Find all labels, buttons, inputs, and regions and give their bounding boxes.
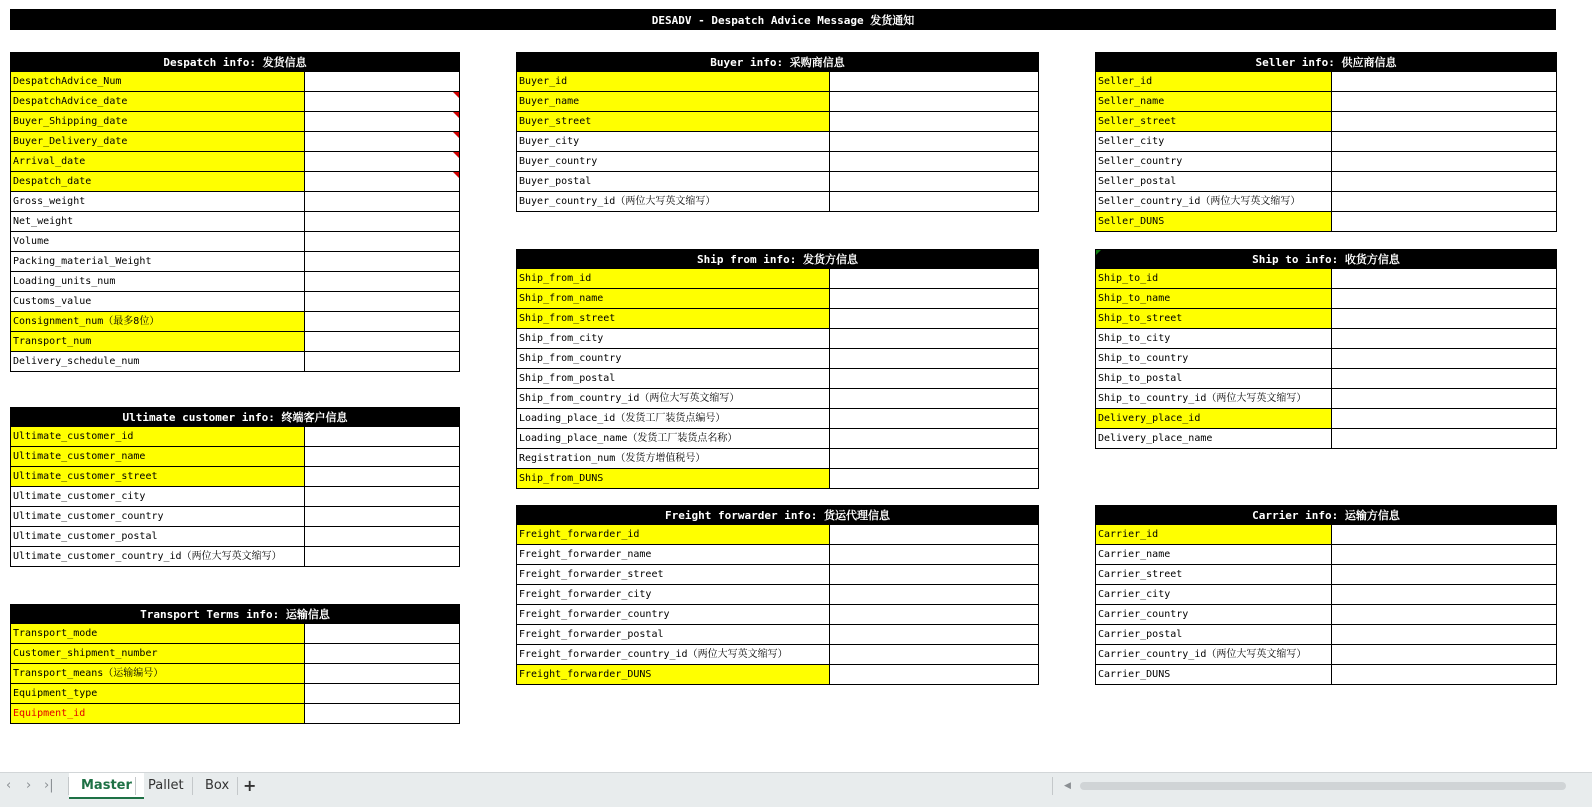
field-label[interactable]: Ship_from_postal [517, 369, 830, 388]
table-row [11, 151, 459, 171]
field-label[interactable]: Ship_to_country_id（两位大写英文缩写） [1096, 389, 1332, 408]
field-value-cell[interactable] [1332, 565, 1556, 584]
table-row [11, 663, 459, 683]
table-row [1096, 308, 1556, 328]
table-row [11, 351, 459, 371]
table-row [517, 348, 1038, 368]
field-label[interactable]: Net_weight [11, 212, 305, 231]
field-label[interactable]: Ultimate_customer_city [11, 487, 305, 506]
field-label[interactable]: Buyer_street [517, 112, 830, 131]
table-row [517, 624, 1038, 644]
carrier-info-table [1095, 505, 1557, 685]
field-label[interactable]: Ship_to_city [1096, 329, 1332, 348]
field-label[interactable]: Ultimate_customer_country [11, 507, 305, 526]
table-header: Ship from info: 发货方信息 [517, 250, 1038, 268]
field-value-cell[interactable] [1332, 409, 1556, 428]
tab-pallet[interactable]: Pallet [148, 778, 184, 793]
table-row [1096, 604, 1556, 624]
next-sheet-icon[interactable]: › [26, 778, 32, 793]
field-value-cell[interactable] [1332, 389, 1556, 408]
table-row [11, 703, 459, 723]
field-value-cell[interactable] [1332, 289, 1556, 308]
seller-info-table [1095, 52, 1557, 232]
field-value-cell[interactable] [830, 409, 1038, 428]
comment-indicator-icon[interactable] [453, 152, 459, 158]
table-row [11, 111, 459, 131]
field-label[interactable]: Packing_material_Weight [11, 252, 305, 271]
field-label[interactable]: Seller_country [1096, 152, 1332, 171]
field-value-cell[interactable] [305, 112, 459, 131]
field-label[interactable]: Delivery_place_id [1096, 409, 1332, 428]
field-value-cell[interactable] [830, 112, 1038, 131]
table-row [1096, 624, 1556, 644]
field-value-cell[interactable] [830, 309, 1038, 328]
field-value-cell[interactable] [830, 192, 1038, 211]
table-row [1096, 191, 1556, 211]
field-value-cell[interactable] [305, 252, 459, 271]
field-label[interactable]: Seller_street [1096, 112, 1332, 131]
field-label[interactable]: Volume [11, 232, 305, 251]
field-label[interactable]: Carrier_city [1096, 585, 1332, 604]
field-label[interactable]: Ship_from_city [517, 329, 830, 348]
comment-indicator-icon[interactable] [453, 112, 459, 118]
table-row [517, 524, 1038, 544]
field-value-cell[interactable] [1332, 72, 1556, 91]
table-row [1096, 328, 1556, 348]
field-label[interactable]: Equipment_id [11, 704, 305, 723]
field-value-cell[interactable] [305, 467, 459, 486]
field-value-cell[interactable] [830, 369, 1038, 388]
table-row [11, 211, 459, 231]
field-label[interactable]: Transport_num [11, 332, 305, 351]
field-value-cell[interactable] [830, 429, 1038, 448]
table-row [11, 486, 459, 506]
field-value-cell[interactable] [305, 427, 459, 446]
field-value-cell[interactable] [1332, 269, 1556, 288]
table-row [517, 388, 1038, 408]
table-row [11, 331, 459, 351]
field-label[interactable]: Loading_units_num [11, 272, 305, 291]
freight-forwarder-table [516, 505, 1039, 685]
field-value-cell[interactable] [830, 645, 1038, 664]
table-row [11, 91, 459, 111]
field-value-cell[interactable] [830, 349, 1038, 368]
field-value-cell[interactable] [830, 289, 1038, 308]
table-row [517, 468, 1038, 488]
field-label[interactable]: Ship_to_country [1096, 349, 1332, 368]
field-value-cell[interactable] [305, 152, 459, 171]
table-row [11, 446, 459, 466]
table-row [1096, 111, 1556, 131]
field-value-cell[interactable] [305, 704, 459, 723]
transport-terms-table [10, 604, 460, 724]
scroll-left-icon[interactable]: ◀ [1064, 781, 1071, 791]
field-value-cell[interactable] [305, 132, 459, 151]
table-header: Carrier info: 运输方信息 [1096, 506, 1556, 524]
table-row [517, 644, 1038, 664]
field-label[interactable]: Carrier_country [1096, 605, 1332, 624]
field-label[interactable]: Buyer_country [517, 152, 830, 171]
table-row [517, 171, 1038, 191]
field-value-cell[interactable] [1332, 525, 1556, 544]
field-label[interactable]: Seller_city [1096, 132, 1332, 151]
table-row [1096, 524, 1556, 544]
field-label[interactable]: Ship_from_country [517, 349, 830, 368]
field-label[interactable]: Transport_mode [11, 624, 305, 643]
table-row [1096, 664, 1556, 684]
field-value-cell[interactable] [1332, 665, 1556, 684]
field-value-cell[interactable] [305, 487, 459, 506]
field-label[interactable]: Buyer_Delivery_date [11, 132, 305, 151]
field-label[interactable]: Buyer_city [517, 132, 830, 151]
add-sheet-button[interactable]: + [243, 776, 257, 795]
field-value-cell[interactable] [830, 389, 1038, 408]
field-label[interactable]: Freight_forwarder_postal [517, 625, 830, 644]
table-row [1096, 211, 1556, 231]
field-value-cell[interactable] [830, 665, 1038, 684]
field-label[interactable]: Arrival_date [11, 152, 305, 171]
table-row [1096, 71, 1556, 91]
field-label[interactable]: Buyer_name [517, 92, 830, 111]
field-value-cell[interactable] [305, 352, 459, 371]
table-row [517, 111, 1038, 131]
field-value-cell[interactable] [830, 585, 1038, 604]
field-value-cell[interactable] [830, 545, 1038, 564]
table-row [11, 526, 459, 546]
table-row [517, 408, 1038, 428]
field-label[interactable]: Consignment_num（最多8位） [11, 312, 305, 331]
table-row [517, 191, 1038, 211]
table-row [517, 584, 1038, 604]
field-value-cell[interactable] [305, 92, 459, 111]
table-row [11, 191, 459, 211]
table-row [1096, 388, 1556, 408]
field-value-cell[interactable] [830, 605, 1038, 624]
field-value-cell[interactable] [305, 212, 459, 231]
field-label[interactable]: Carrier_country_id（两位大写英文缩写） [1096, 645, 1332, 664]
field-value-cell[interactable] [1332, 212, 1556, 231]
tab-master[interactable]: Master [69, 773, 144, 799]
field-label[interactable]: Seller_DUNS [1096, 212, 1332, 231]
field-label[interactable]: Carrier_street [1096, 565, 1332, 584]
field-label[interactable]: Ship_to_id [1096, 269, 1332, 288]
field-value-cell[interactable] [1332, 92, 1556, 111]
sheet-title: DESADV - Despatch Advice Message 发货通知 [10, 9, 1556, 30]
field-label[interactable]: Carrier_postal [1096, 625, 1332, 644]
table-row [517, 288, 1038, 308]
field-value-cell[interactable] [830, 565, 1038, 584]
table-row [517, 71, 1038, 91]
field-value-cell[interactable] [1332, 605, 1556, 624]
table-row [517, 544, 1038, 564]
field-value-cell[interactable] [830, 449, 1038, 468]
field-label[interactable]: Carrier_id [1096, 525, 1332, 544]
ship-to-info-table [1095, 249, 1557, 449]
field-label[interactable]: Ship_from_country_id（两位大写英文缩写） [517, 389, 830, 408]
field-label[interactable]: Seller_country_id（两位大写英文缩写） [1096, 192, 1332, 211]
field-value-cell[interactable] [1332, 132, 1556, 151]
field-value-cell[interactable] [830, 152, 1038, 171]
buyer-info-table [516, 52, 1039, 212]
field-label[interactable]: Buyer_id [517, 72, 830, 91]
field-value-cell[interactable] [830, 329, 1038, 348]
field-label[interactable]: Gross_weight [11, 192, 305, 211]
field-value-cell[interactable] [1332, 192, 1556, 211]
table-row [517, 564, 1038, 584]
table-header: Buyer info: 采购商信息 [517, 53, 1038, 71]
table-row [1096, 368, 1556, 388]
field-label[interactable]: Despatch_date [11, 172, 305, 191]
field-label[interactable]: Freight_forwarder_name [517, 545, 830, 564]
table-header: Transport Terms info: 运输信息 [11, 605, 459, 623]
comment-indicator-icon[interactable] [453, 132, 459, 138]
table-row [517, 268, 1038, 288]
field-label[interactable]: Seller_id [1096, 72, 1332, 91]
field-label[interactable]: Ultimate_customer_street [11, 467, 305, 486]
field-value-cell[interactable] [305, 232, 459, 251]
table-row [1096, 151, 1556, 171]
despatch-info-table [10, 52, 460, 372]
table-row [11, 426, 459, 446]
table-row [517, 448, 1038, 468]
field-label[interactable]: Ship_to_street [1096, 309, 1332, 328]
cell-indicator [1096, 250, 1101, 255]
field-value-cell[interactable] [305, 664, 459, 683]
table-row [1096, 584, 1556, 604]
tab-box[interactable]: Box [205, 778, 230, 793]
table-row [1096, 171, 1556, 191]
table-row [11, 643, 459, 663]
table-header: Ultimate customer info: 终端客户信息 [11, 408, 459, 426]
table-row [1096, 91, 1556, 111]
table-header: Freight forwarder info: 货运代理信息 [517, 506, 1038, 524]
field-value-cell[interactable] [1332, 309, 1556, 328]
table-row [517, 91, 1038, 111]
field-value-cell[interactable] [305, 172, 459, 191]
table-row [11, 71, 459, 91]
comment-indicator-icon[interactable] [453, 92, 459, 98]
field-value-cell[interactable] [305, 624, 459, 643]
table-header: Ship to info: 收货方信息 [1096, 250, 1556, 268]
field-label[interactable]: Ultimate_customer_country_id（两位大写英文缩写） [11, 547, 305, 566]
field-value-cell[interactable] [1332, 112, 1556, 131]
table-row [11, 271, 459, 291]
scroll-divider [1052, 777, 1053, 795]
table-row [11, 231, 459, 251]
table-row [517, 131, 1038, 151]
field-label[interactable]: Carrier_name [1096, 545, 1332, 564]
field-label[interactable]: Seller_postal [1096, 172, 1332, 191]
field-value-cell[interactable] [830, 172, 1038, 191]
field-label[interactable]: Ship_to_name [1096, 289, 1332, 308]
table-row [517, 151, 1038, 171]
table-row [517, 328, 1038, 348]
field-value-cell[interactable] [305, 72, 459, 91]
field-label[interactable]: Ultimate_customer_name [11, 447, 305, 466]
field-label[interactable]: Delivery_schedule_num [11, 352, 305, 371]
field-label[interactable]: Freight_forwarder_id [517, 525, 830, 544]
field-label[interactable]: Ship_to_postal [1096, 369, 1332, 388]
table-row [517, 428, 1038, 448]
field-value-cell[interactable] [305, 312, 459, 331]
field-label[interactable]: Carrier_DUNS [1096, 665, 1332, 684]
last-sheet-icon[interactable]: ›| [44, 778, 54, 793]
ship-from-info-table [516, 249, 1039, 489]
field-value-cell[interactable] [830, 625, 1038, 644]
table-header: Seller info: 供应商信息 [1096, 53, 1556, 71]
field-value-cell[interactable] [1332, 545, 1556, 564]
table-row [11, 623, 459, 643]
field-value-cell[interactable] [305, 447, 459, 466]
field-value-cell[interactable] [830, 132, 1038, 151]
table-row [1096, 644, 1556, 664]
table-row [517, 664, 1038, 684]
sheet-tab-bar [0, 772, 1592, 807]
table-row [11, 171, 459, 191]
field-label[interactable]: Ultimate_customer_id [11, 427, 305, 446]
field-value-cell[interactable] [305, 292, 459, 311]
field-value-cell[interactable] [305, 547, 459, 566]
field-value-cell[interactable] [305, 684, 459, 703]
field-label[interactable]: Customs_value [11, 292, 305, 311]
field-value-cell[interactable] [830, 525, 1038, 544]
table-row [11, 466, 459, 486]
field-label[interactable]: Ultimate_customer_postal [11, 527, 305, 546]
field-value-cell[interactable] [1332, 329, 1556, 348]
table-row [517, 368, 1038, 388]
field-value-cell[interactable] [305, 507, 459, 526]
field-value-cell[interactable] [1332, 152, 1556, 171]
table-row [1096, 348, 1556, 368]
field-value-cell[interactable] [1332, 349, 1556, 368]
field-label[interactable]: Seller_name [1096, 92, 1332, 111]
field-label[interactable]: Delivery_place_name [1096, 429, 1332, 448]
field-label[interactable]: DespatchAdvice_date [11, 92, 305, 111]
table-row [1096, 288, 1556, 308]
field-label[interactable]: Registration_num（发货方增值税号） [517, 449, 830, 468]
field-value-cell[interactable] [830, 72, 1038, 91]
prev-sheet-icon[interactable]: ‹ [6, 778, 12, 793]
field-label[interactable]: Buyer_postal [517, 172, 830, 191]
table-header: Despatch info: 发货信息 [11, 53, 459, 71]
field-label[interactable]: Ship_from_DUNS [517, 469, 830, 488]
table-row [1096, 564, 1556, 584]
ultimate-customer-table [10, 407, 460, 567]
field-label[interactable]: Freight_forwarder_country [517, 605, 830, 624]
field-label[interactable]: Freight_forwarder_country_id（两位大写英文缩写） [517, 645, 830, 664]
field-label[interactable]: Freight_forwarder_city [517, 585, 830, 604]
comment-indicator-icon[interactable] [453, 172, 459, 178]
field-value-cell[interactable] [830, 269, 1038, 288]
table-row [1096, 131, 1556, 151]
table-row [11, 506, 459, 526]
table-row [517, 604, 1038, 624]
table-row [1096, 428, 1556, 448]
field-value-cell[interactable] [830, 92, 1038, 111]
field-value-cell[interactable] [1332, 585, 1556, 604]
table-row [11, 291, 459, 311]
field-label[interactable]: Customer_shipment_number [11, 644, 305, 663]
field-label[interactable]: Loading_place_id（发货工厂装货点编号） [517, 409, 830, 428]
table-row [11, 683, 459, 703]
field-value-cell[interactable] [1332, 172, 1556, 191]
table-row [11, 131, 459, 151]
field-label[interactable]: Buyer_country_id（两位大写英文缩写） [517, 192, 830, 211]
field-label[interactable]: Transport_means（运输编号） [11, 664, 305, 683]
field-value-cell[interactable] [1332, 369, 1556, 388]
field-value-cell[interactable] [305, 332, 459, 351]
field-label[interactable]: Equipment_type [11, 684, 305, 703]
table-row [517, 308, 1038, 328]
field-label[interactable]: Loading_place_name（发货工厂装货点名称） [517, 429, 830, 448]
table-row [1096, 408, 1556, 428]
table-row [11, 546, 459, 566]
table-row [11, 251, 459, 271]
field-label[interactable]: Ship_from_id [517, 269, 830, 288]
field-value-cell[interactable] [305, 644, 459, 663]
field-label[interactable]: Freight_forwarder_DUNS [517, 665, 830, 684]
field-label[interactable]: Ship_from_street [517, 309, 830, 328]
field-value-cell[interactable] [305, 192, 459, 211]
field-label[interactable]: Ship_from_name [517, 289, 830, 308]
horizontal-scrollbar[interactable] [1080, 782, 1566, 790]
table-row [11, 311, 459, 331]
table-row [1096, 544, 1556, 564]
field-value-cell[interactable] [1332, 645, 1556, 664]
field-value-cell[interactable] [830, 469, 1038, 488]
field-value-cell[interactable] [305, 272, 459, 291]
table-row [1096, 268, 1556, 288]
field-label[interactable]: Freight_forwarder_street [517, 565, 830, 584]
field-label[interactable]: DespatchAdvice_Num [11, 72, 305, 91]
field-value-cell[interactable] [1332, 429, 1556, 448]
field-label[interactable]: Buyer_Shipping_date [11, 112, 305, 131]
field-value-cell[interactable] [305, 527, 459, 546]
field-value-cell[interactable] [1332, 625, 1556, 644]
